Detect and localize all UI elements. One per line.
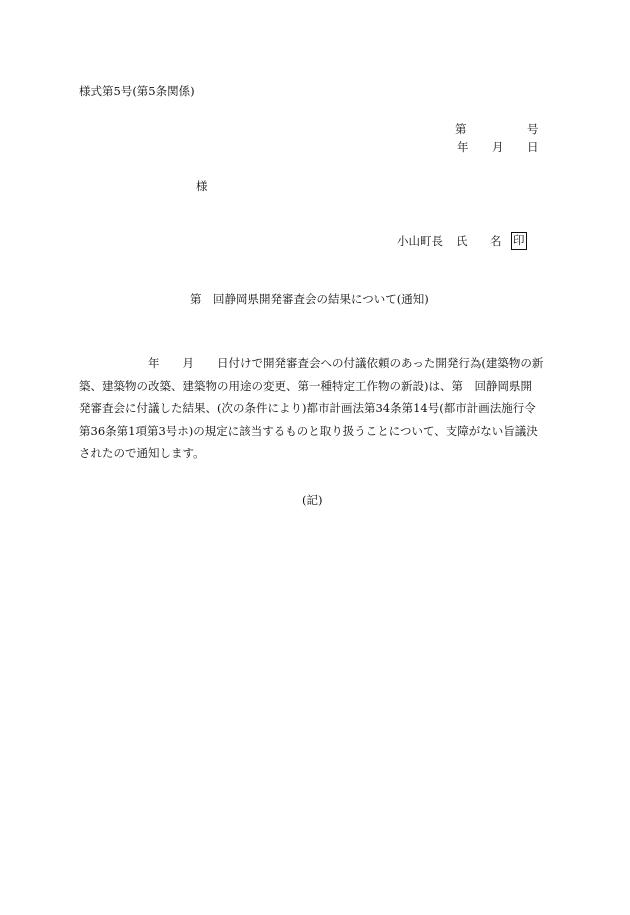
issuer-name-label-first: 氏	[456, 234, 468, 248]
notice-body-line: 第36条第1項第3号ホ)の規定に該当するものと取り扱うことについて、支障がない旨議決	[79, 423, 538, 438]
notice-body	[79, 352, 559, 465]
subject-title: 第 回静岡県開発審査会の結果について(通知)	[190, 292, 429, 306]
seal-stamp-box: 印	[511, 232, 527, 250]
notice-body-line: 年 月 日付けで開発審査会への付議依頼のあった開発行為(建築物の新	[79, 356, 544, 370]
notice-body-line: 発審査会に付議した結果、(次の条件により)都市計画法第34条第14号(都市計画法施行令	[79, 401, 536, 415]
form-label: 様式第5号(第5条関係)	[79, 84, 195, 98]
notice-body-line: されたので通知します。	[79, 446, 205, 460]
date-day-label: 日	[527, 140, 539, 154]
notice-body-line: 築、建築物の改築、建築物の用途の変更、第一種特定工作物の新設)は、第 回静岡県開	[79, 378, 532, 393]
issuer-title: 小山町長	[397, 234, 443, 248]
document-number-prefix: 第	[455, 122, 467, 136]
document-number-suffix: 号	[527, 122, 539, 136]
issuer-name-label-second: 名	[490, 234, 502, 248]
addressee-honorific: 様	[196, 179, 208, 193]
date-month-label: 月	[492, 140, 504, 154]
note-marker: (記)	[302, 493, 323, 507]
date-year-label: 年	[457, 140, 469, 154]
